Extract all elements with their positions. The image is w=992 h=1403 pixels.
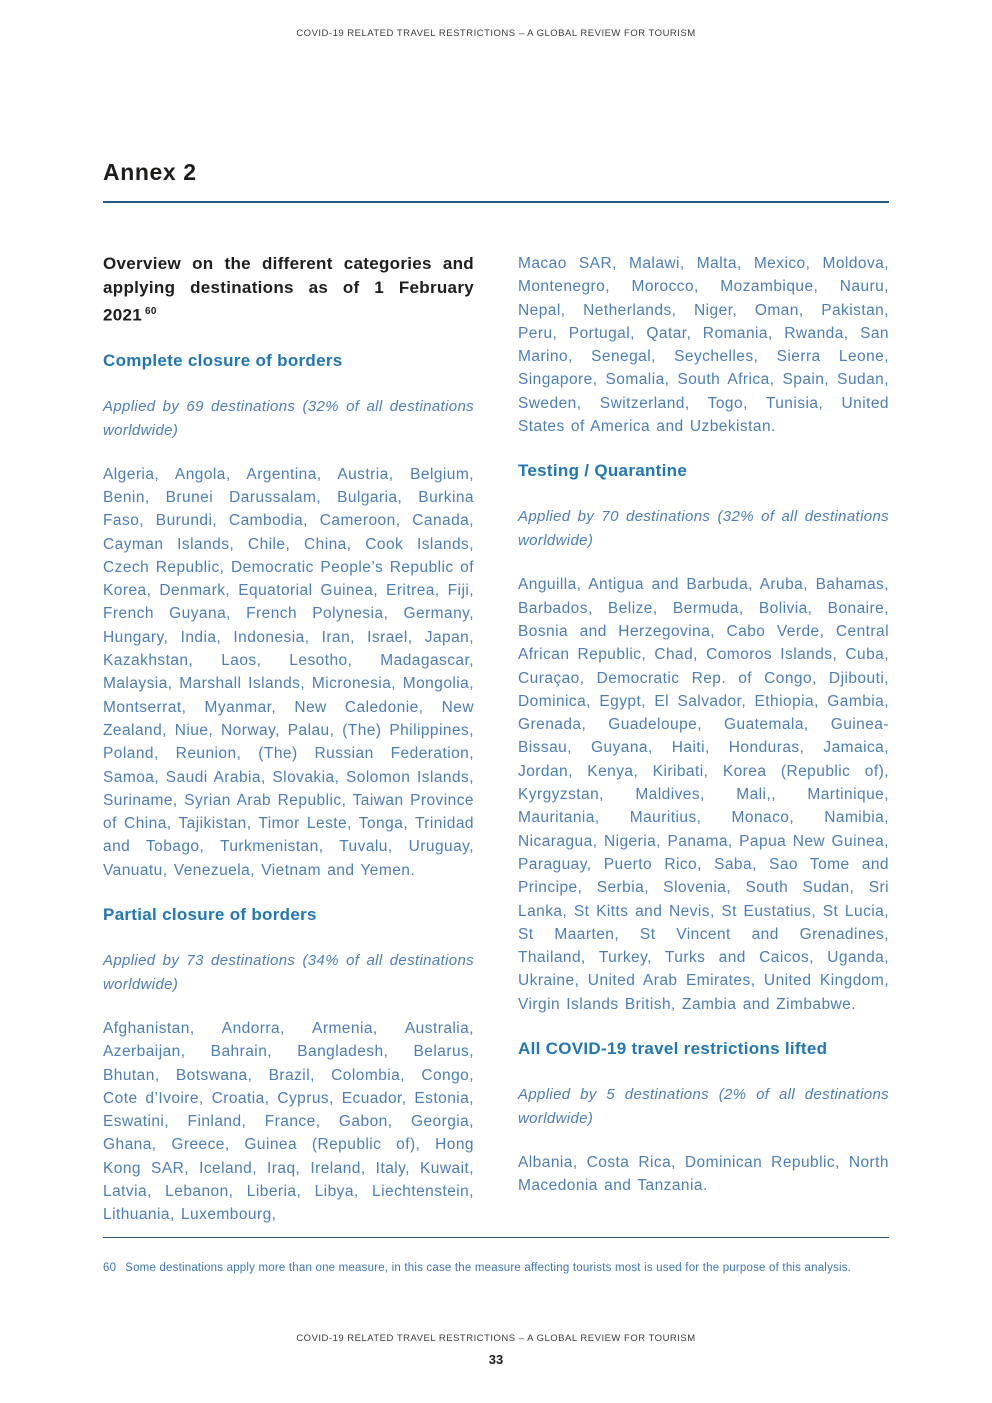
footnote-divider: [103, 1237, 889, 1238]
country-list-restrictions-lifted: Albania, Costa Rica, Dominican Republic, North Macedonia and Tanzania.: [518, 1154, 889, 1195]
footnote-text: Some destinations apply more than one measure, in this case the measure affecting tourists most is used for the purpose of this analysis.: [125, 1262, 852, 1274]
column-left: [103, 252, 474, 1227]
section-heading-testing-quarantine: Testing / Quarantine: [518, 461, 688, 481]
country-list-complete-closure: Algeria, Angola, Argentina, Austria, Belgium, Benin, Brunei Darussalam, Bulgaria, Burkina Faso, Burundi, Cambodia, Cameroon, Canada, Cayman Islands, Chile, China, Cook Islands, Czech Republic, Democratic People’s Republic of Korea, Denmark, Equatorial Guinea, Eritrea, Fiji, French Guyana, French Polynesia, Germany, Hungary, India, Indonesia, Iran, Israel, Japan, Kazakhstan, Laos, Lesotho, Madagascar, Malaysia, Marshall Islands, Micronesia, Mongolia, Montserrat, Myanmar, New Caledonie, New Zealand, Niue, Norway, Palau, (The) Philippines, Poland, Reunion, (The) Russian Federation, Samoa, Saudi Arabia, Slovakia, Solomon Islands, Suriname, Syrian Arab Republic, Taiwan Province of China, Tajikistan, Timor Leste, Tonga, Trinidad and Tobago, Turkmenistan, Tuvalu, Uruguay, Vanuatu, Venezuela, Vietnam and Yemen.: [103, 465, 474, 879]
title-divider: [103, 201, 889, 203]
applied-by-complete-closure: Applied by 69 destinations (32% of all destinations worldwide): [103, 397, 474, 439]
section-heading-restrictions-lifted: All COVID-19 travel restrictions lifted: [518, 1039, 828, 1059]
footnote: [103, 1262, 889, 1274]
section-heading-complete-closure: Complete closure of borders: [103, 350, 343, 370]
running-header: COVID-19 RELATED TRAVEL RESTRICTIONS – A GLOBAL REVIEW FOR TOURISM: [296, 28, 696, 39]
running-footer: COVID-19 RELATED TRAVEL RESTRICTIONS – A GLOBAL REVIEW FOR TOURISM: [296, 1333, 696, 1344]
overview-heading: [103, 252, 474, 328]
applied-by-testing-quarantine: Applied by 70 destinations (32% of all destinations worldwide): [518, 508, 889, 550]
column-right: [518, 252, 889, 1227]
footnote-reference: 60: [145, 306, 157, 317]
footnote-number: 60: [103, 1262, 117, 1274]
applied-by-restrictions-lifted: Applied by 5 destinations (2% of all destinations worldwide): [518, 1086, 889, 1128]
page-title: Annex 2: [103, 159, 197, 186]
overview-heading-text: Overview on the different categories and applying destinations as of 1 February 2021: [103, 254, 474, 325]
section-heading-partial-closure: Partial closure of borders: [103, 905, 317, 924]
country-list-partial-closure-left: Afghanistan, Andorra, Armenia, Australia, Azerbaijan, Bahrain, Bangladesh, Belarus, Bhutan, Botswana, Brazil, Colombia, Congo, Cote d’Ivoire, Croatia, Cyprus, Ecuador, Estonia, Eswatini, Finland, France, Gabon, Georgia, Ghana, Greece, Guinea (Republic of), Hong Kong SAR, Iceland, Iraq, Ireland, Italy, Kuwait, Latvia, Lebanon, Liberia, Libya, Liechtenstein, Lithuania, Luxembourg,: [103, 1020, 474, 1224]
country-list-testing-quarantine: Anguilla, Antigua and Barbuda, Aruba, Bahamas, Barbados, Belize, Bermuda, Bolivia, Bonaire, Bosnia and Herzegovina, Cabo Verde, Central African Republic, Chad, Comoros Islands, Cuba, Curaçao, Democratic Rep. of Congo, Djibouti, Dominica, Egypt, El Salvador, Ethiopia, Gambia, Grenada, Guadeloupe, Guatemala, Guinea-Bissau, Guyana, Haiti, Honduras, Jamaica, Jordan, Kenya, Kiribati, Korea (Republic of), Kyrgyzstan, Maldives, Mali,, Martinique, Mauritania, Mauritius, Monaco, Namibia, Nicaragua, Nigeria, Panama, Papua New Guinea, Paraguay, Puerto Rico, Saba, Sao Tome and Principe, Serbia, Slovenia, South Sudan, Sri Lanka, St Kitts and Nevis, St Eustatius, St Lucia, St Maarten, St Vincent and Grenadines, Thailand, Turkey, Turks and Caicos, Uganda, Ukraine, United Arab Emirates, United Kingdom, Virgin Islands British, Zambia and Zimbabwe.: [518, 576, 889, 1013]
country-list-partial-closure-right: Macao SAR, Malawi, Malta, Mexico, Moldova, Montenegro, Morocco, Mozambique, Nauru, Nepal, Netherlands, Niger, Oman, Pakistan, Peru, Portugal, Qatar, Romania, Rwanda, San Marino, Senegal, Seychelles, Sierra Leone, Singapore, Somalia, South Africa, Spain, Sudan, Sweden, Switzerland, Togo, Tunisia, United States of America and Uzbekistan.: [518, 255, 889, 436]
applied-by-partial-closure: Applied by 73 destinations (34% of all destinations worldwide): [103, 952, 474, 993]
two-column-body: [103, 252, 889, 1227]
page-number: 33: [488, 1352, 504, 1367]
